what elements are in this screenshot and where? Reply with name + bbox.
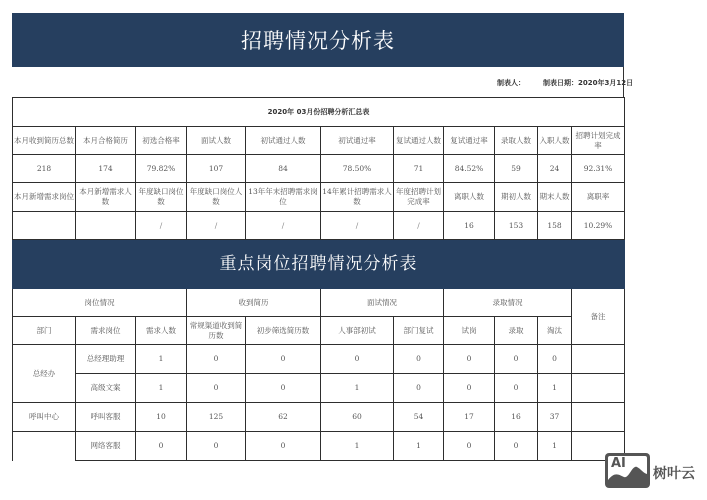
dept-interview-cell: 0 xyxy=(394,374,444,403)
remark-cell xyxy=(572,345,625,374)
regular-resumes-cell: 0 xyxy=(187,374,246,403)
screened-cell: 0 xyxy=(246,345,321,374)
hired-cell: 0 xyxy=(495,374,538,403)
meta-row xyxy=(12,67,634,97)
summary-value: / xyxy=(246,212,321,240)
summary-header: 离职率 xyxy=(572,183,625,212)
summary-header: 初试通过率 xyxy=(321,127,394,155)
hr-interview-cell: 0 xyxy=(321,345,394,374)
remark-cell xyxy=(572,374,625,403)
eliminated-cell: 1 xyxy=(538,432,572,461)
hired-cell: 0 xyxy=(495,345,538,374)
summary-header: 13年年末招聘需求岗位 xyxy=(246,183,321,212)
summary-header: 年度招聘计划完成率 xyxy=(394,183,444,212)
remark-cell xyxy=(572,403,625,432)
summary-value: 10.29% xyxy=(572,212,625,240)
summary-value xyxy=(13,212,76,240)
position-cell: 总经理助理 xyxy=(76,345,136,374)
group-header-remarks: 备注 xyxy=(572,289,625,345)
trial-cell: 17 xyxy=(444,403,495,432)
position-cell: 呼叫客服 xyxy=(76,403,136,432)
recruitment-table xyxy=(12,97,625,461)
summary-header: 年度缺口岗位人数 xyxy=(187,183,246,212)
screened-cell: 0 xyxy=(246,374,321,403)
column-header: 试岗 xyxy=(444,317,495,345)
table-row xyxy=(13,374,625,403)
summary-value: 79.82% xyxy=(136,155,187,183)
column-header: 淘汰 xyxy=(538,317,572,345)
column-header: 录取 xyxy=(495,317,538,345)
summary-value: 84 xyxy=(246,155,321,183)
group-header-position: 岗位情况 xyxy=(13,289,187,317)
dept-interview-cell: 1 xyxy=(394,432,444,461)
date-label: 制表日期：2020年3月12日 xyxy=(543,79,634,87)
summary-header: 本月合格简历 xyxy=(76,127,136,155)
summary-header: 本月收到简历总数 xyxy=(13,127,76,155)
summary-value xyxy=(76,212,136,240)
column-header: 需求岗位 xyxy=(76,317,136,345)
summary-title-row xyxy=(13,98,625,127)
summary-header: 复试通过人数 xyxy=(394,127,444,155)
trial-cell: 0 xyxy=(444,374,495,403)
summary-value: 71 xyxy=(394,155,444,183)
summary-header: 期末人数 xyxy=(538,183,572,212)
key-positions-title: 重点岗位招聘情况分析表 xyxy=(13,240,625,289)
key-positions-banner-row xyxy=(13,240,625,289)
summary-value: 84.52% xyxy=(444,155,495,183)
main-title: 招聘情况分析表 xyxy=(241,29,395,53)
department-cell xyxy=(13,432,76,461)
demand-cell: 1 xyxy=(136,345,187,374)
summary-header: 期初人数 xyxy=(495,183,538,212)
summary-value: 174 xyxy=(76,155,136,183)
watermark-text: 树叶云 xyxy=(653,466,695,482)
summary-header-row-1 xyxy=(13,127,625,155)
summary-header: 招聘计划完成率 xyxy=(572,127,625,155)
summary-header: 入职人数 xyxy=(538,127,572,155)
table-row xyxy=(13,345,625,374)
column-header: 人事部初试 xyxy=(321,317,394,345)
demand-cell: 1 xyxy=(136,374,187,403)
summary-value: 59 xyxy=(495,155,538,183)
summary-value: / xyxy=(136,212,187,240)
preparer-label: 制表人： xyxy=(497,79,525,87)
hired-cell: 0 xyxy=(495,432,538,461)
position-cell: 高级文案 xyxy=(76,374,136,403)
summary-header: 面试人数 xyxy=(187,127,246,155)
group-header-interview: 面试情况 xyxy=(321,289,444,317)
summary-header: 年度缺口岗位数 xyxy=(136,183,187,212)
dept-interview-cell: 0 xyxy=(394,345,444,374)
summary-value: 16 xyxy=(444,212,495,240)
trial-cell: 0 xyxy=(444,345,495,374)
demand-cell: 0 xyxy=(136,432,187,461)
table-row xyxy=(13,403,625,432)
screened-cell: 62 xyxy=(246,403,321,432)
column-header: 需求人数 xyxy=(136,317,187,345)
summary-value: / xyxy=(321,212,394,240)
demand-cell: 10 xyxy=(136,403,187,432)
summary-value: / xyxy=(394,212,444,240)
dept-interview-cell: 54 xyxy=(394,403,444,432)
summary-header-row-2 xyxy=(13,183,625,212)
eliminated-cell: 0 xyxy=(538,345,572,374)
watermark-logo-icon xyxy=(605,453,650,488)
summary-value: 218 xyxy=(13,155,76,183)
summary-header: 复试通过率 xyxy=(444,127,495,155)
group-header-resumes: 收到简历 xyxy=(187,289,321,317)
column-header: 部门复试 xyxy=(394,317,444,345)
summary-value: 78.50% xyxy=(321,155,394,183)
summary-value-row-1 xyxy=(13,155,625,183)
hired-cell: 16 xyxy=(495,403,538,432)
regular-resumes-cell: 0 xyxy=(187,345,246,374)
department-cell: 总经办 xyxy=(13,345,76,403)
group-header-row xyxy=(13,289,625,317)
regular-resumes-cell: 0 xyxy=(187,432,246,461)
column-header: 部门 xyxy=(13,317,76,345)
summary-header: 初试通过人数 xyxy=(246,127,321,155)
summary-value: 158 xyxy=(538,212,572,240)
hr-interview-cell: 1 xyxy=(321,374,394,403)
summary-title: 2020年 03月份招聘分析汇总表 xyxy=(13,98,625,127)
summary-header: 本月新增需求人数 xyxy=(76,183,136,212)
screened-cell: 0 xyxy=(246,432,321,461)
summary-header: 录取人数 xyxy=(495,127,538,155)
summary-value-row-2 xyxy=(13,212,625,240)
column-header-row xyxy=(13,317,625,345)
regular-resumes-cell: 125 xyxy=(187,403,246,432)
position-cell: 网络客服 xyxy=(76,432,136,461)
hr-interview-cell: 60 xyxy=(321,403,394,432)
department-cell: 呼叫中心 xyxy=(13,403,76,432)
eliminated-cell: 1 xyxy=(538,374,572,403)
summary-value: 24 xyxy=(538,155,572,183)
column-header: 初步筛选简历数 xyxy=(246,317,321,345)
summary-value: 107 xyxy=(187,155,246,183)
hr-interview-cell: 1 xyxy=(321,432,394,461)
summary-header: 14年累计招聘需求人数 xyxy=(321,183,394,212)
summary-value: 153 xyxy=(495,212,538,240)
summary-header: 初选合格率 xyxy=(136,127,187,155)
main-title-banner xyxy=(12,13,624,67)
watermark-ai-label: AI xyxy=(611,456,626,471)
summary-value: 92.31% xyxy=(572,155,625,183)
summary-header: 本月新增需求岗位 xyxy=(13,183,76,212)
summary-header: 离职人数 xyxy=(444,183,495,212)
column-header: 常规渠道收到简历数 xyxy=(187,317,246,345)
table-row xyxy=(13,432,625,461)
summary-value: / xyxy=(187,212,246,240)
trial-cell: 0 xyxy=(444,432,495,461)
group-header-hiring: 录取情况 xyxy=(444,289,572,317)
eliminated-cell: 37 xyxy=(538,403,572,432)
